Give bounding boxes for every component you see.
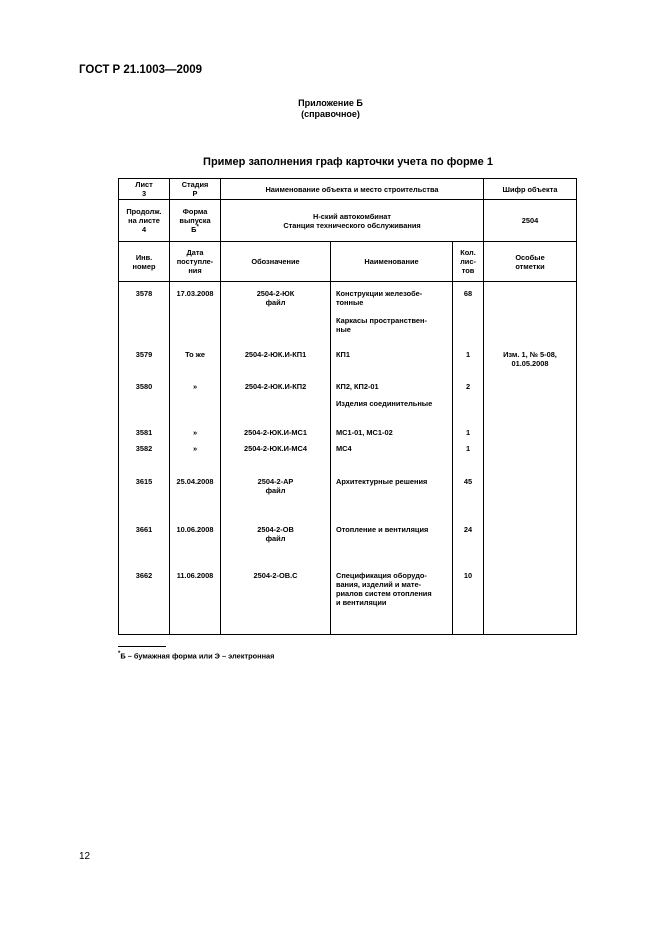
cell-name-row-8: Архитектурные решения [336,477,428,486]
continued-on-sheet-cell: Продолж. на листе 4 [119,200,170,242]
cell-qty-row-6: 1 [465,428,471,437]
cell-name-row-10: риалов систем отопления [336,589,432,598]
cell-qty-row-3: 1 [465,350,471,359]
footnote: *Б – бумажная форма или Э – электронная [118,651,275,661]
cell-des-row-9: 2504-2-ОВ [257,525,294,534]
cell-des-row-6: 2504-2-ЮК.И-МС1 [243,428,308,437]
appendix-type: (справочное) [301,109,360,119]
cell-name-row-10: и вентиляции [336,598,387,607]
cell-qty-row-1: 68 [463,289,473,298]
cell-name-row-1: Конструкции железобе- [336,289,423,298]
cell-qty-row-9: 24 [463,525,473,534]
cell-name-row-10: вания, изделий и мате- [336,580,422,589]
designation-column [221,282,331,635]
cell-inv-row-3: 3579 [135,350,153,359]
table-title: Пример заполнения граф карточки учета по форме 1 [203,156,493,168]
cell-name-row-7: МС4 [336,444,352,453]
cell-inv-row-9: 3661 [135,525,153,534]
object-name-cell: Н-ский автокомбинат Станция технического обслуживания [221,200,484,242]
special-notes-header: Особые отметки [484,242,577,282]
cell-des-row-8: 2504-2-АР [257,477,294,486]
cell-des-row-7: 2504-2-ЮК.И-МС4 [243,444,308,453]
cell-name-row-9: Отопление и вентиляция [336,525,429,534]
footnote-divider [118,646,166,647]
name-column [331,282,453,635]
cell-date-row-6: » [192,428,198,437]
page-number: 12 [79,851,91,862]
code-value-cell: 2504 [484,200,577,242]
registration-card-table [118,178,577,635]
cell-des-row-10: 2504-2-ОВ.С [253,571,298,580]
inventory-column [119,282,170,635]
cell-name-row-10: Спецификация оборудо- [336,571,427,580]
object-label-cell: Наименование объекта и место строительства [221,179,484,200]
document-standard: ГОСТ Р 21.1003—2009 [79,64,203,76]
cell-date-row-1: 17.03.2008 [176,289,214,298]
cell-name-row-3: КП1 [336,350,350,359]
code-label-cell: Шифр объекта [484,179,577,200]
stage-cell: Стадия Р [170,179,221,200]
cell-inv-row-8: 3615 [135,477,153,486]
sheet-count-header: Кол. лис- тов [453,242,484,282]
name-header: Наименование [331,242,453,282]
cell-date-row-3: То же [185,350,205,359]
cell-inv-row-1: 3578 [135,289,153,298]
receipt-date-header: Дата поступле- ния [170,242,221,282]
notes-column [484,282,577,635]
release-form-cell: Форма выпуска Б* [170,200,221,242]
cell-des-row-9: файл [265,534,286,543]
cell-inv-row-4: 3580 [135,382,153,391]
cell-name-row-2: Каркасы пространствен- [336,316,427,325]
cell-name-row-1: тонные [336,298,364,307]
sheet-count-column [453,282,484,635]
cell-date-row-9: 10.06.2008 [176,525,214,534]
cell-name-row-4: КП2, КП2-01 [336,382,379,391]
cell-qty-row-10: 10 [463,571,473,580]
cell-note-row-3: Изм. 1, № 5-08, [503,350,557,359]
cell-note-row-3: 01.05.2008 [511,359,549,368]
cell-des-row-4: 2504-2-ЮК.И-КП2 [244,382,307,391]
cell-des-row-8: файл [265,486,286,495]
cell-name-row-5: Изделия соединительные [336,399,433,408]
cell-qty-row-4: 2 [465,382,471,391]
cell-inv-row-7: 3582 [135,444,153,453]
date-column [170,282,221,635]
designation-header: Обозначение [221,242,331,282]
cell-des-row-1: 2504-2-ЮК [256,289,295,298]
cell-name-row-2: ные [336,325,351,334]
cell-date-row-4: » [192,382,198,391]
cell-qty-row-8: 45 [463,477,473,486]
appendix-title: Приложение Б [298,98,363,108]
cell-date-row-10: 11.06.2008 [176,571,214,580]
cell-inv-row-10: 3662 [135,571,153,580]
cell-qty-row-7: 1 [465,444,471,453]
appendix-heading [0,98,661,120]
inventory-number-header: Инв. номер [119,242,170,282]
cell-date-row-8: 25.04.2008 [176,477,214,486]
cell-inv-row-6: 3581 [135,428,153,437]
sheet-cell: Лист 3 [119,179,170,200]
cell-date-row-7: » [192,444,198,453]
cell-des-row-3: 2504-2-ЮК.И-КП1 [244,350,307,359]
cell-des-row-1: файл [265,298,286,307]
cell-name-row-6: МС1-01, МС1-02 [336,428,393,437]
